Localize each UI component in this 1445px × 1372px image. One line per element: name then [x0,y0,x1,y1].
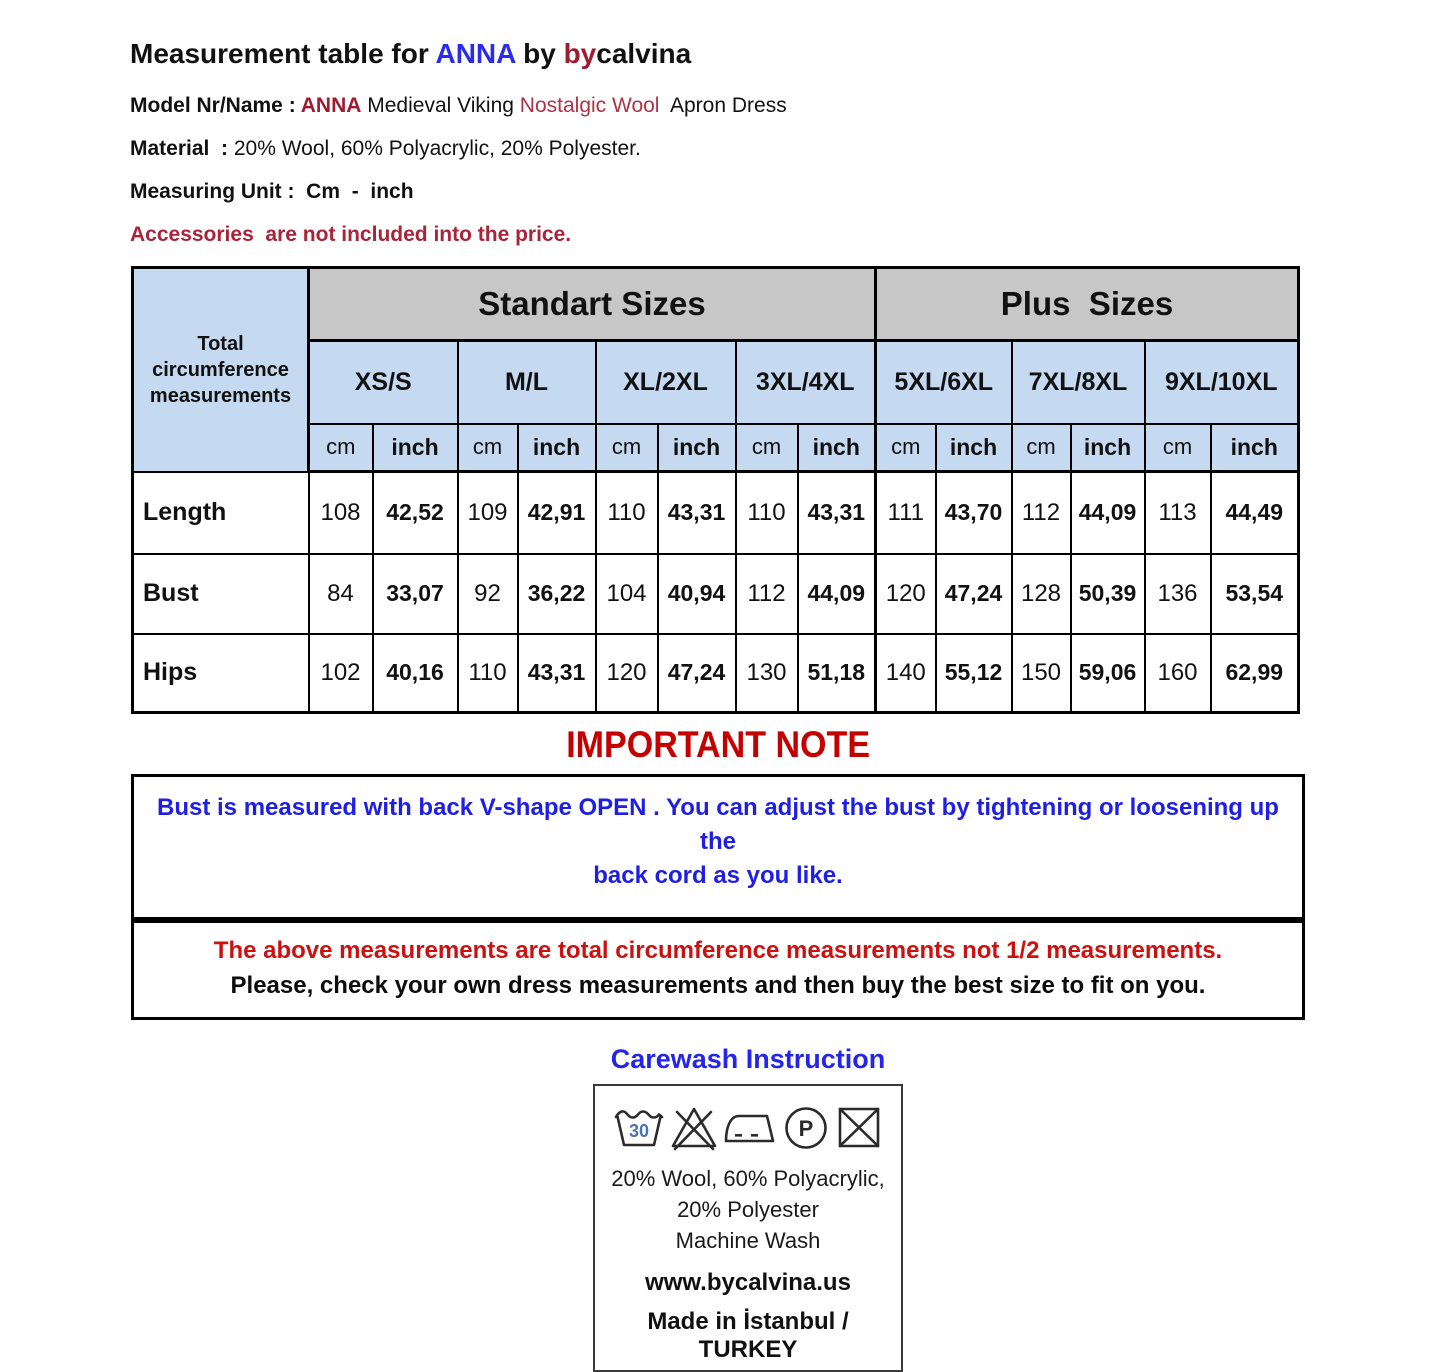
measurement-cell: 120 [876,554,936,634]
measurement-cell: 51,18 [798,634,876,713]
table-row-hips [133,634,1299,713]
model-line [130,94,1445,118]
carewash-heading: Carewash Instruction [610,1044,886,1074]
size-header-5xl-6xl: 5XL/6XL [876,341,1012,424]
row-label-hips: Hips [133,634,309,713]
unit-header-cm: cm [458,424,518,472]
measurement-cell: 110 [736,472,798,554]
measuring-unit-line [130,180,1445,204]
note-bust-line1: Bust is measured with back V-shape OPEN . You can adjust the bust by tightening or loosening up the [157,794,1286,855]
unit-header-inch: inch [1071,424,1145,472]
unit-header-inch: inch [1211,424,1299,472]
measurement-cell: 109 [458,472,518,554]
do-not-bleach-icon [669,1103,719,1151]
care-symbols-row [595,1101,901,1153]
iron-icon [722,1103,778,1151]
row-label-bust: Bust [133,554,309,634]
measurement-cell: 84 [309,554,373,634]
measurement-cell: 43,31 [658,472,736,554]
measurement-cell: 59,06 [1071,634,1145,713]
measurement-cell: 112 [1012,472,1071,554]
measurement-cell: 110 [596,472,658,554]
measurement-cell: 104 [596,554,658,634]
accessories-note: Accessories are not included into the price. [130,223,572,246]
measurement-cell: 136 [1145,554,1211,634]
measurement-cell: 40,94 [658,554,736,634]
table-row-length [133,472,1299,554]
page-title [130,38,1445,70]
note-box-circumference [131,920,1305,1020]
unit-header-cm: cm [596,424,658,472]
measurement-sheet [0,38,1445,1363]
model-name: ANNA [300,94,362,117]
unit-header-inch: inch [373,424,458,472]
model-highlight: Nostalgic Wool [519,94,660,117]
unit-header-cm: cm [1145,424,1211,472]
title-mid: by [515,38,564,69]
note-check-size-line: Please, check your own dress measurements and then buy the best size to fit on you. [230,972,1206,999]
carewash-label-box [593,1084,903,1372]
measurement-cell: 42,52 [373,472,458,554]
dry-clean-p-icon [781,1103,831,1151]
measurement-cell: 55,12 [936,634,1012,713]
unit-header-inch: inch [798,424,876,472]
measurement-cell: 111 [876,472,936,554]
measurement-cell: 43,31 [798,472,876,554]
measurement-cell: 102 [309,634,373,713]
model-text1: Medieval Viking [361,94,520,117]
measurement-cell: 150 [1012,634,1071,713]
measurement-cell: 140 [876,634,936,713]
size-header-xs-s: XS/S [309,341,458,424]
measurement-cell: 113 [1145,472,1211,554]
measurement-cell: 92 [458,554,518,634]
measurement-cell: 40,16 [373,634,458,713]
measurement-cell: 33,07 [373,554,458,634]
size-header-3xl-4xl: 3XL/4XL [736,341,876,424]
important-note-section [131,724,1305,1372]
size-header-xl-2xl: XL/2XL [596,341,736,424]
measurement-cell: 47,24 [658,634,736,713]
unit-header-cm: cm [309,424,373,472]
size-header-9xl-10xl: 9XL/10XL [1145,341,1299,424]
care-wash-method: Machine Wash [675,1228,821,1253]
measurement-cell: 43,31 [518,634,596,713]
unit-value: Cm - inch [294,180,414,203]
size-header-m-l: M/L [458,341,596,424]
brand-rest: calvina [596,38,692,69]
table-row-bust [133,554,1299,634]
measurement-cell: 44,09 [1071,472,1145,554]
size-header-7xl-8xl: 7XL/8XL [1012,341,1145,424]
measurement-cell: 112 [736,554,798,634]
care-composition-line1: 20% Wool, 60% Polyacrylic, [611,1166,885,1191]
title-product-name: ANNA [435,38,516,69]
measurement-cell: 42,91 [518,472,596,554]
unit-header-inch: inch [518,424,596,472]
measurement-cell: 128 [1012,554,1071,634]
brand-website: www.bycalvina.us [645,1269,851,1296]
section-header-standart: Standart Sizes [309,268,876,341]
care-composition-line2: 20% Polyester [677,1197,819,1222]
measurement-table [131,266,1300,714]
measurement-cell: 43,70 [936,472,1012,554]
measurement-cell: 130 [736,634,798,713]
model-label: Model Nr/Name : [130,94,301,117]
carewash-section [593,1044,903,1372]
note-box-bust [131,774,1305,920]
measurement-cell: 44,49 [1211,472,1299,554]
measurement-cell: 36,22 [518,554,596,634]
note-bust-line2: back cord as you like. [593,862,843,889]
brand-by: by [563,38,597,69]
measurement-cell: 62,99 [1211,634,1299,713]
machine-wash-30-icon [612,1103,666,1151]
do-not-tumble-dry-icon [834,1103,884,1151]
model-text2: Apron Dress [659,94,787,117]
svg-text:P: P [798,1116,814,1141]
svg-text:30: 30 [628,1121,650,1141]
row-label-length: Length [133,472,309,554]
measurement-cell: 160 [1145,634,1211,713]
unit-header-inch: inch [936,424,1012,472]
measurement-cell: 120 [596,634,658,713]
measurement-cell: 110 [458,634,518,713]
note-circumference-line: The above measurements are total circumference measurements not 1/2 measurements. [213,937,1223,964]
measurement-cell: 47,24 [936,554,1012,634]
corner-label: Total circumference measurements [133,268,309,472]
material-value: 20% Wool, 60% Polyacrylic, 20% Polyester. [228,137,641,160]
unit-header-cm: cm [736,424,798,472]
unit-header-inch: inch [658,424,736,472]
unit-header-cm: cm [1012,424,1071,472]
material-label: Material : [130,137,229,160]
measurement-cell: 108 [309,472,373,554]
unit-header-cm: cm [876,424,936,472]
material-line [130,137,1445,161]
important-note-heading: IMPORTANT NOTE [566,724,870,765]
measurement-cell: 53,54 [1211,554,1299,634]
made-in-label: Made in İstanbul / TURKEY [647,1308,849,1363]
header-block [130,38,1445,247]
title-prefix: Measurement table for [130,38,436,69]
measurement-cell: 44,09 [798,554,876,634]
unit-label: Measuring Unit : [130,180,295,203]
measurement-cell: 50,39 [1071,554,1145,634]
section-header-plus: Plus Sizes [876,268,1299,341]
